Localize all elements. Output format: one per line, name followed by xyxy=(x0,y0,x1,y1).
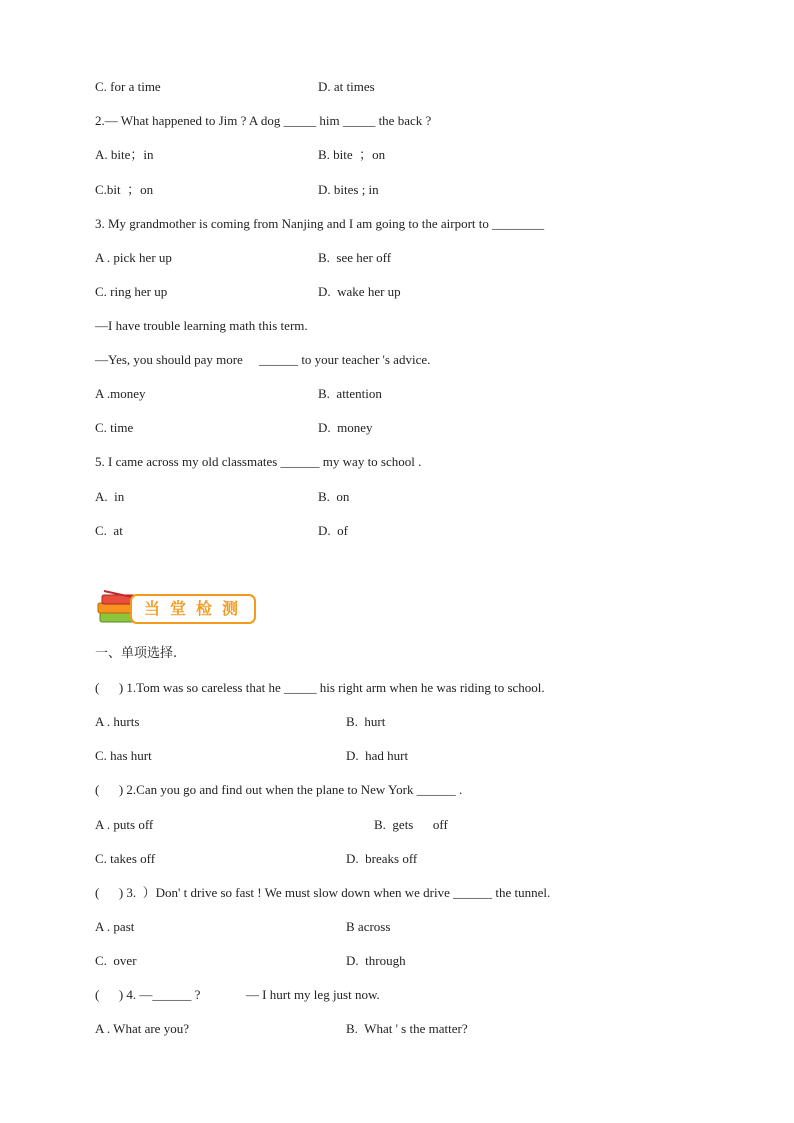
test-question-3: ( ) 3. ）Don' t drive so fast ! We must slow down when we drive ______ the tunnel. xyxy=(95,885,551,900)
option-b: B. attention xyxy=(318,386,382,401)
question-4-line-2: —Yes, you should pay more ______ to your teacher 's advice. xyxy=(95,352,431,367)
option-c: C. over xyxy=(95,953,137,968)
option-d: D. at times xyxy=(318,79,375,94)
option-c: C.bit ；on xyxy=(95,182,154,197)
option-c: C. time xyxy=(95,420,134,435)
section-banner xyxy=(96,588,260,628)
option-b: B. hurt xyxy=(346,714,386,729)
option-b: B. on xyxy=(318,489,350,504)
option-c: C. for a time xyxy=(95,79,161,94)
option-d: D. money xyxy=(318,420,373,435)
question-2: 2.— What happened to Jim ? A dog _____ him _____ the back ? xyxy=(95,113,432,128)
option-d: D. bites ; in xyxy=(318,182,379,197)
option-b: B. bite ；on xyxy=(318,147,386,162)
option-a: A . What are you? xyxy=(95,1021,189,1036)
option-a: A. bite；in xyxy=(95,147,154,162)
option-a: A . hurts xyxy=(95,714,140,729)
option-b: B. What ' s the matter? xyxy=(346,1021,468,1036)
option-a: A . pick her up xyxy=(95,250,172,265)
option-c: C. has hurt xyxy=(95,748,152,763)
question-3: 3. My grandmother is coming from Nanjing and I am going to the airport to ________ xyxy=(95,216,545,231)
option-d: D. had hurt xyxy=(346,748,409,763)
option-b: B across xyxy=(346,919,391,934)
option-b: B. gets off xyxy=(374,817,448,832)
option-a: A. in xyxy=(95,489,125,504)
option-d: D. wake her up xyxy=(318,284,401,299)
option-b: B. see her off xyxy=(318,250,392,265)
option-a: A .money xyxy=(95,386,146,401)
option-a: A . puts off xyxy=(95,817,154,832)
test-question-4: ( ) 4. —______ ? — I hurt my leg just now. xyxy=(95,987,380,1002)
option-a: A . past xyxy=(95,919,135,934)
question-5: 5. I came across my old classmates ______ my way to school . xyxy=(95,454,422,469)
option-d: D. breaks off xyxy=(346,851,418,866)
option-d: D. of xyxy=(318,523,348,538)
option-c: C. takes off xyxy=(95,851,156,866)
option-c: C. at xyxy=(95,523,123,538)
question-4-line-1: —I have trouble learning math this term. xyxy=(95,318,308,333)
test-question-2: ( ) 2.Can you go and find out when the plane to New York ______ . xyxy=(95,782,463,797)
section-heading: 一、单项选择. xyxy=(95,646,178,661)
option-c: C. ring her up xyxy=(95,284,168,299)
option-d: D. through xyxy=(346,953,406,968)
banner-title: 当堂检测 xyxy=(144,599,249,618)
test-question-1: ( ) 1.Tom was so careless that he _____ his right arm when he was riding to school. xyxy=(95,680,545,695)
